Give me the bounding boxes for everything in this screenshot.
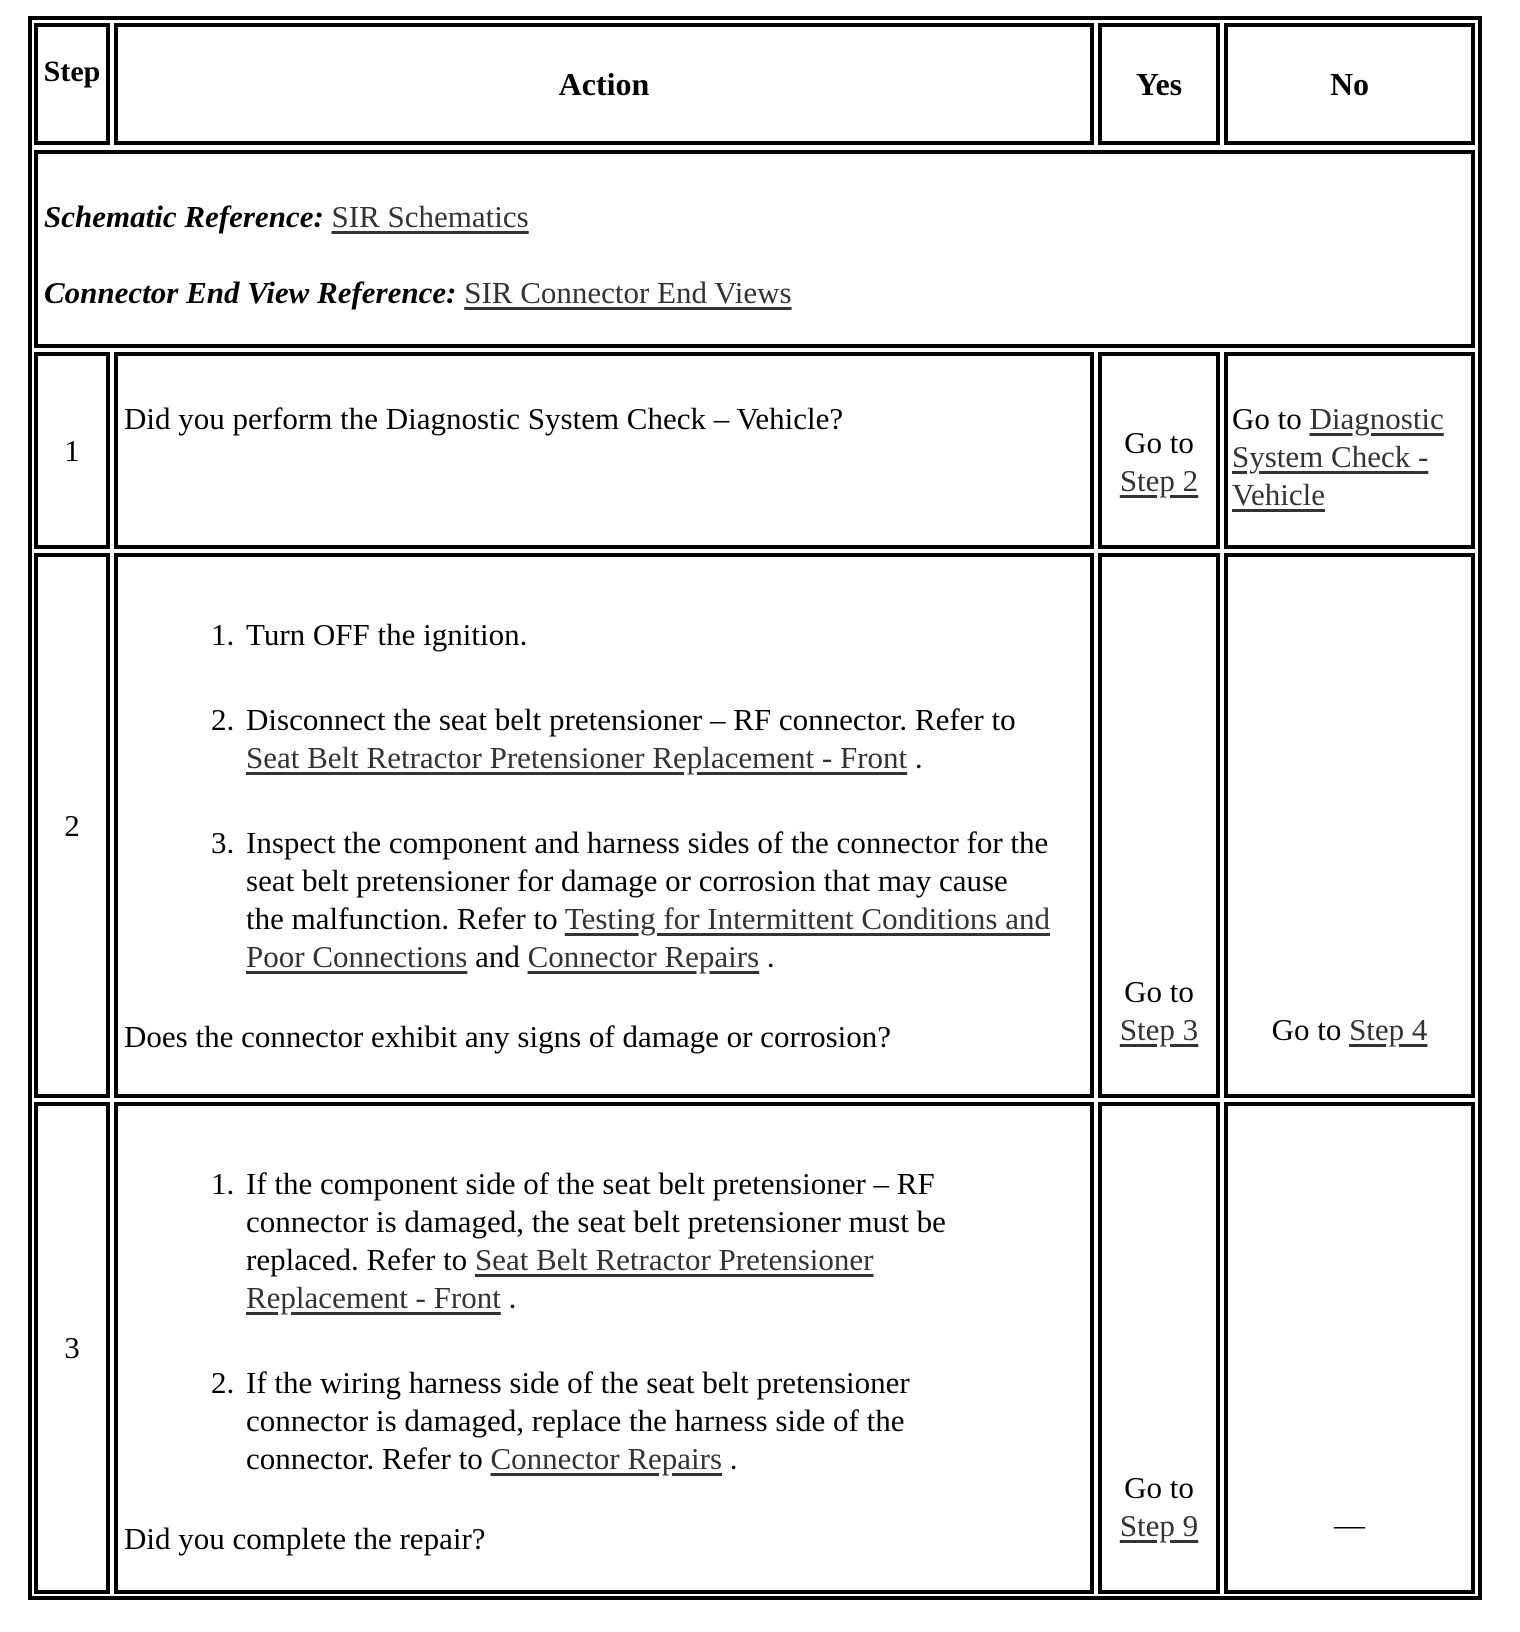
no-prefix: Go to — [1232, 401, 1302, 436]
instruction-item: 1. Turn OFF the ignition. — [242, 616, 1050, 654]
step-2-instructions — [124, 616, 1090, 976]
step-2-action — [114, 553, 1094, 1098]
header-yes-label: Yes — [1135, 65, 1183, 102]
seat-belt-retractor-replacement-link[interactable]: Seat Belt Retractor Pretensioner Replacement - Front — [246, 1242, 874, 1315]
step-question: Did you perform the Diagnostic System Check – Vehicle? — [124, 401, 844, 436]
step-3-instructions — [124, 1165, 1090, 1478]
header-yes — [1098, 23, 1220, 145]
connector-repairs-link[interactable]: Connector Repairs — [527, 939, 760, 974]
step-number: 2 — [64, 807, 80, 843]
schematic-reference-label: Schematic Reference: — [44, 199, 324, 234]
header-action-label: Action — [558, 65, 650, 102]
connector-repairs-link[interactable]: Connector Repairs — [490, 1441, 723, 1476]
instruction-item: 1. If the component side of the seat belt pretensioner – RF connector is damaged, the seat belt pretensioner must be replaced. Refer to Seat Belt Retractor Pretensioner Replacement - Front . — [242, 1165, 980, 1317]
testing-intermittent-conditions-link[interactable]: Testing for Intermittent Conditions and Poor Connections — [246, 901, 1050, 974]
go-to-step-2-link[interactable]: Step 2 — [1119, 463, 1199, 498]
go-to-step-4-link[interactable]: Step 4 — [1349, 1012, 1428, 1047]
yes-prefix: Go to — [1124, 1470, 1194, 1505]
step-3-action — [114, 1102, 1094, 1594]
step-number: 1 — [64, 432, 80, 468]
step-question: Does the connector exhibit any signs of damage or corrosion? — [124, 1019, 892, 1054]
step-3-yes — [1098, 1102, 1220, 1594]
go-to-step-3-link[interactable]: Step 3 — [1119, 1012, 1199, 1047]
sir-connector-end-views-link[interactable]: SIR Connector End Views — [464, 275, 792, 310]
no-dash: — — [1334, 1507, 1365, 1542]
step-number: 3 — [64, 1330, 80, 1365]
yes-prefix: Go to — [1124, 425, 1194, 460]
step-3-no — [1224, 1102, 1475, 1594]
step-1-no — [1224, 352, 1475, 549]
step-1-number — [34, 352, 110, 549]
step-2-number — [34, 553, 110, 1098]
step-3-number — [34, 1102, 110, 1594]
go-to-step-9-link[interactable]: Step 9 — [1119, 1508, 1199, 1543]
step-2-yes — [1098, 553, 1220, 1098]
connector-reference-label: Connector End View Reference: — [44, 275, 457, 310]
step-1-yes — [1098, 352, 1220, 549]
step-1-action — [114, 352, 1094, 549]
no-prefix: Go to — [1271, 1012, 1342, 1047]
schematic-reference — [44, 198, 1471, 236]
sir-schematics-link[interactable]: SIR Schematics — [331, 199, 529, 234]
yes-prefix: Go to — [1124, 974, 1194, 1009]
header-no-label: No — [1329, 65, 1370, 102]
header-step-label: Step — [43, 55, 101, 88]
seat-belt-retractor-replacement-link[interactable]: Seat Belt Retractor Pretensioner Replacement - Front — [246, 740, 908, 775]
header-step — [34, 23, 110, 145]
instruction-item: 2. Disconnect the seat belt pretensioner – RF connector. Refer to Seat Belt Retractor Pretensioner Replacement - Front . — [242, 701, 1050, 777]
instruction-item: 3. Inspect the component and harness sides of the connector for the seat belt pretensioner for damage or corrosion that may cause the malfunction. Refer to Testing for Intermittent Conditions and Poor Connections and Connector Repairs . — [242, 824, 1050, 976]
instruction-item: 2. If the wiring harness side of the seat belt pretensioner connector is damaged, replace the harness side of the connector. Refer to Connector Repairs . — [242, 1364, 980, 1478]
diagnostic-system-check-link[interactable]: Diagnostic System Check - Vehicle — [1232, 401, 1444, 512]
header-no — [1224, 23, 1475, 145]
header-action — [114, 23, 1094, 145]
step-question: Did you complete the repair? — [124, 1521, 486, 1556]
connector-end-view-reference — [44, 274, 1471, 312]
references-cell — [34, 150, 1475, 348]
step-2-no — [1224, 553, 1475, 1098]
